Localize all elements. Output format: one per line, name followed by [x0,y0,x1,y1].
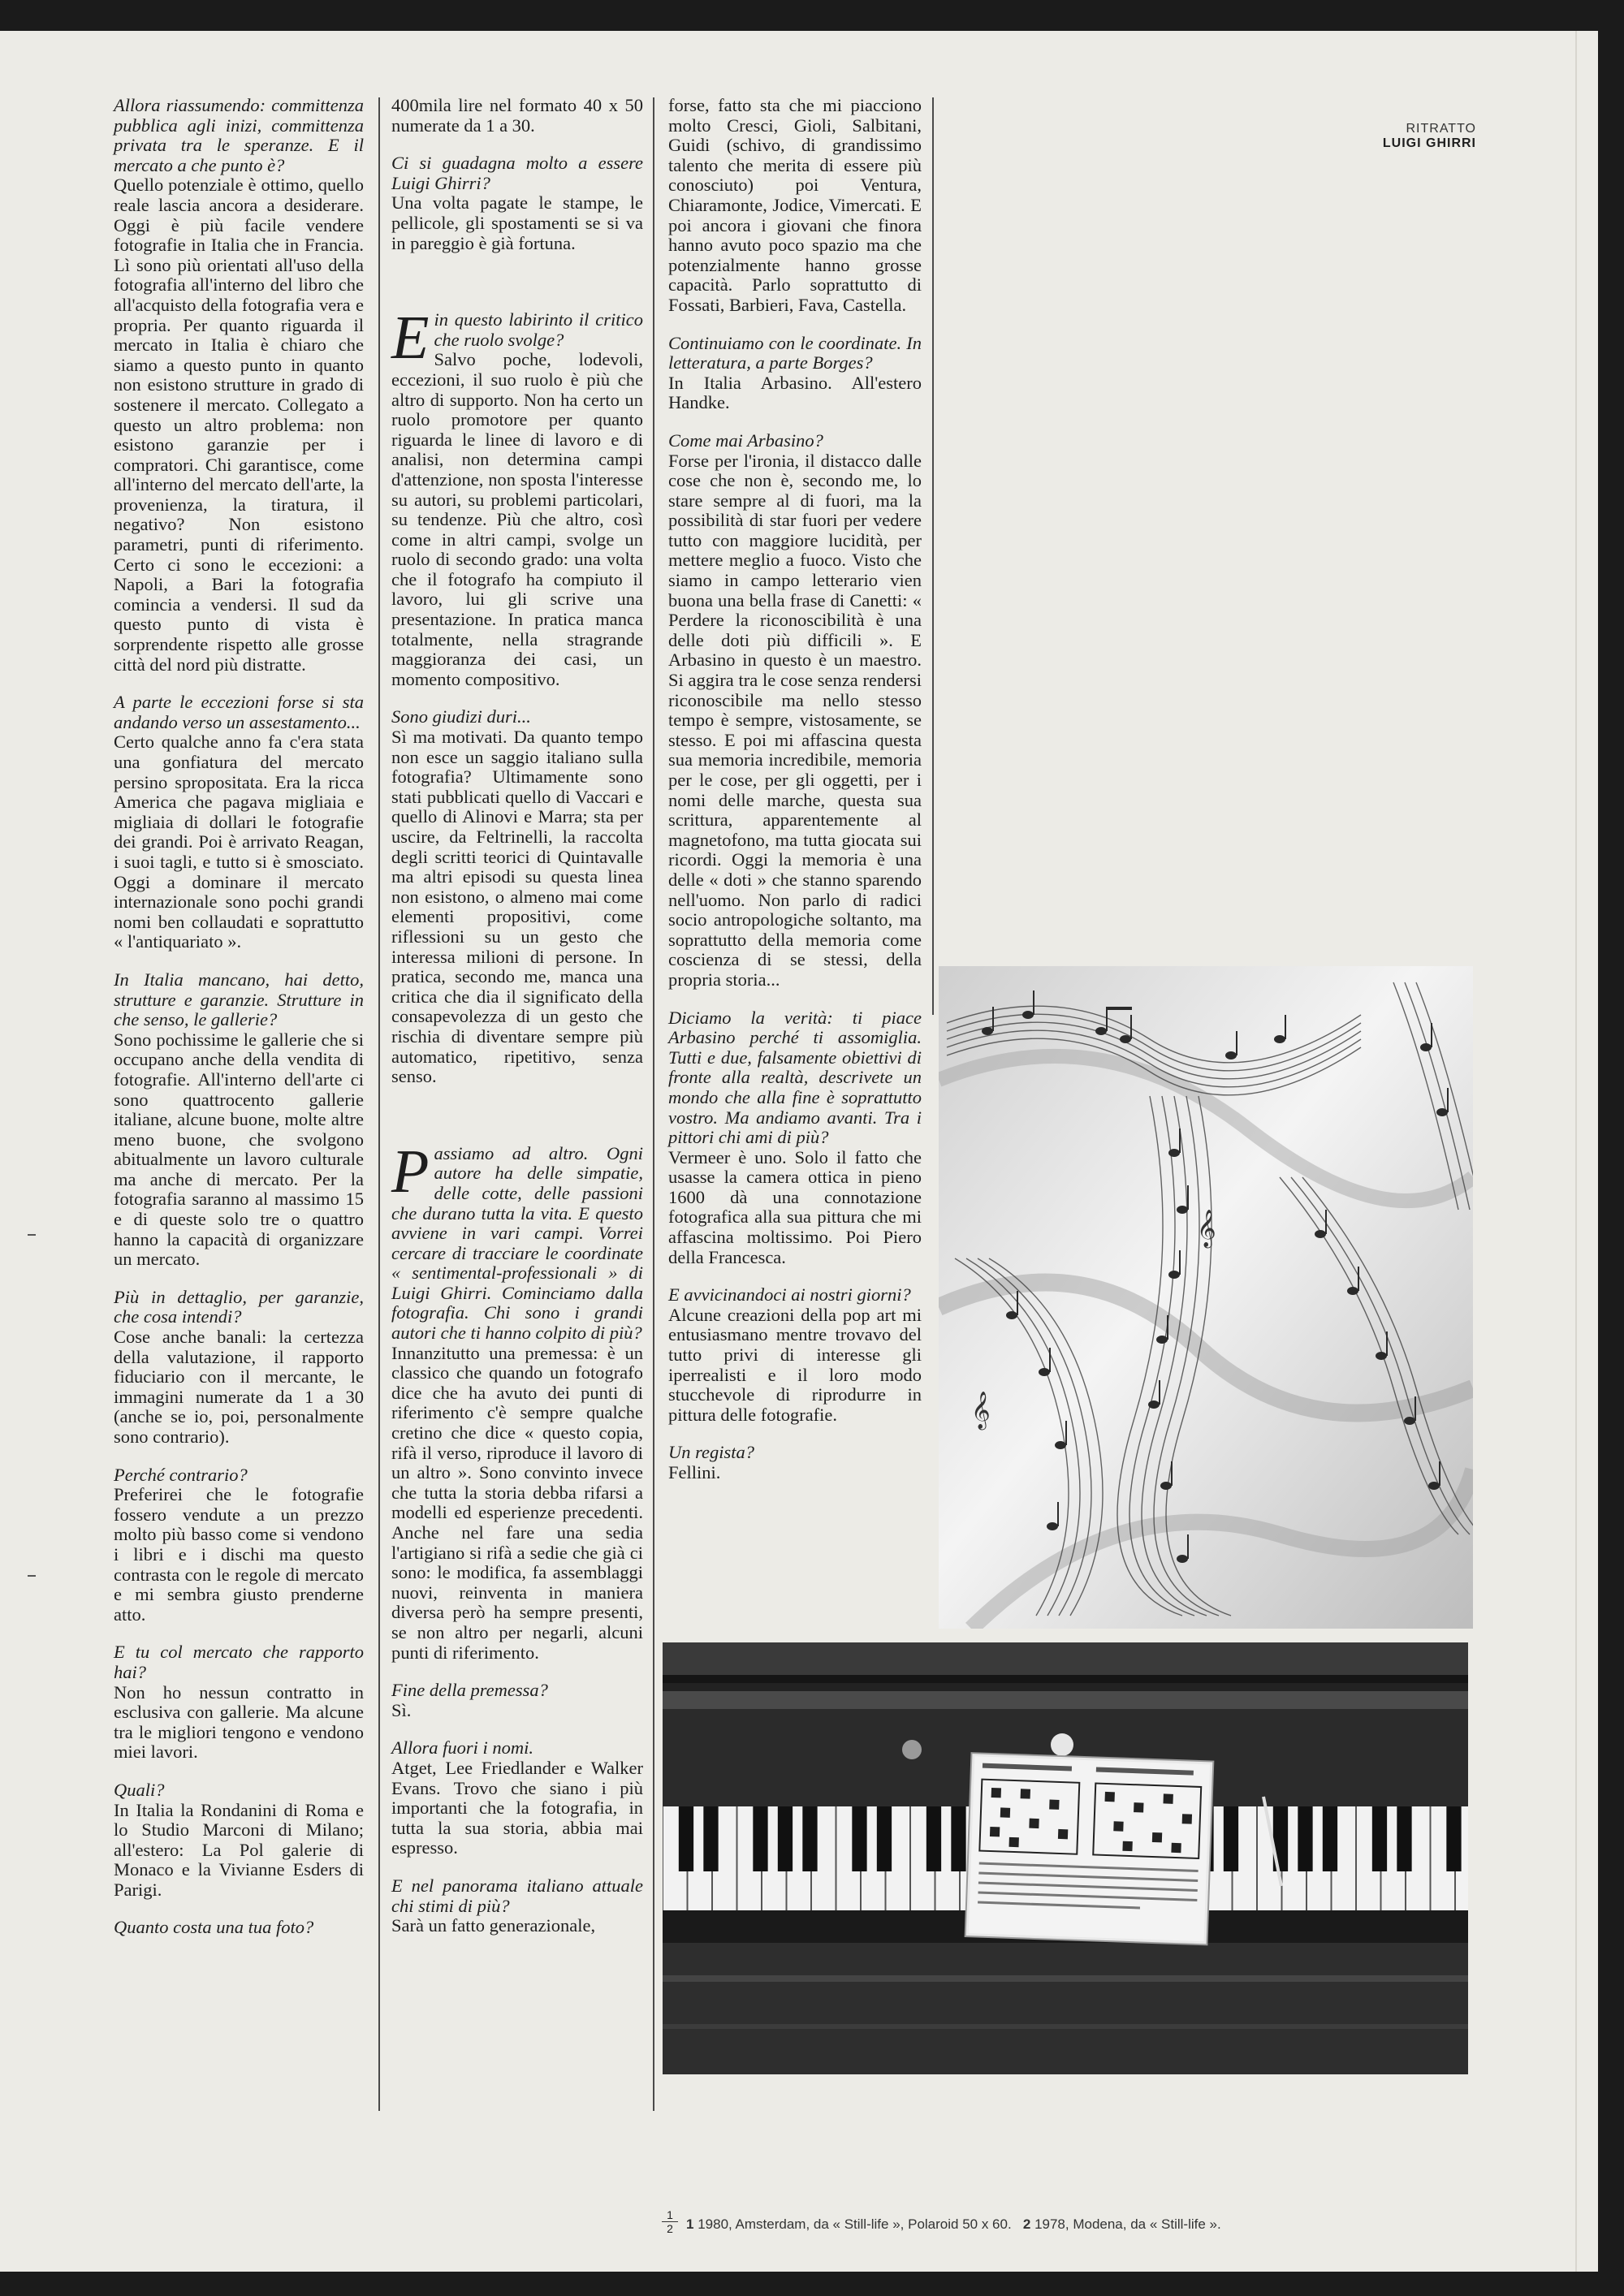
interview-question: Come mai Arbasino? [668,429,823,451]
interview-answer: Fellini. [668,1462,721,1482]
piano-black-key [679,1806,693,1871]
photo-piano-crossword [663,1642,1468,2074]
interview-question: in questo labirinto il critico che ruolo svolge? [434,309,643,350]
column-divider [932,97,934,1015]
photo-caption [686,2216,1221,2233]
interview-question: In Italia mancano, hai detto, strutture e garanzie. Strutture in che senso, le gallerie? [114,969,364,1030]
interview-question: Fine della premessa? [391,1680,548,1701]
sheet-music-image [939,966,1473,1629]
piano-black-key [703,1806,718,1871]
interview-answer: In Italia Arbasino. All'estero Handke. [668,372,922,413]
interview-question: Continuiamo con le coordinate. In letteratura, a parte Borges? [668,332,922,373]
piano-black-key [1298,1806,1312,1871]
interview-question: E avvicinandoci ai nostri giorni? [668,1284,911,1306]
section-opener [391,1137,643,1663]
interview-question: Diciamo la verità: ti piace Arbasino perché ti assomiglia. Tutti e due, falsamente obiettivi di fronte alla realtà, descrivete un mondo che alla fine è soprattutto vostro. Ma andiamo avanti. Tra i pittori chi ami di più? [668,1007,922,1148]
piano-black-key [1446,1806,1461,1871]
piano-black-key [802,1806,817,1871]
text-column-1 [114,96,364,1938]
interview-answer: Una volta pagate le stampe, le pellicole, gli spostamenti se si va in pareggio è già fortuna. [391,192,643,253]
drop-cap: P [391,1137,430,1206]
piano-black-key [877,1806,892,1871]
interview-question: A parte le eccezioni forse si sta andando verso un assestamento... [114,692,364,732]
interview-answer: Sono pochissime le gallerie che si occupano anche della vendita di fotografie. All'interno dell'arte ci sono quattrocento gallerie italiane, alcune buone, molte altre meno buone, che svolgono abitualmente un lavoro culturale ma anche di mercato. Per la fotografia saranno al massimo 15 e di queste solo tre o quattro hanno la capacità di organizzare un mercato. [114,1029,364,1270]
interview-answer: 400mila lire nel formato 40 x 50 numerate da 1 a 30. [391,95,643,136]
interview-answer: Quello potenziale è ottimo, quello reale lascia ancora a desiderare. Oggi è più facile vendere fotografie in Italia che in Francia. Lì sono più orientati all'uso della fotografia all'interno del libro che all'acquisto della fotografia vera e propria. Per quanto riguarda il mercato in Italia è chiaro che siamo a questo punto in quanto non esistono strutture in grado di sostenere il mercato. Collegato a questo un altro problema: non esistono garanzie per i compratori. Chi garantisce, come all'interno del mercato dell'arte, la provenienza, la tiratura, il negativo? Non esistono parametri, punti di riferimento. Certo ci sono le eccezioni: a Napoli, a Bari la fotografia comincia a vendersi. Il sud da questo punto di vista è sorprendente rispetto alle grosse città del nord più distratte. [114,175,364,675]
interview-question: Quali? [114,1779,165,1800]
piano-black-key [926,1806,941,1871]
section-kicker: RITRATTO [1406,122,1476,136]
piano-black-key [1224,1806,1238,1871]
drop-cap: E [391,304,430,373]
interview-answer: Salvo poche, lodevoli, eccezioni, il suo ruolo è più che altro di supporto. Non ha certo un ruolo promotore per quanto riguarda le linee di lavoro e di analisi, non determina campi d'attenzione, non sposta l'interesse su autori, su problemi particolari, su tendenze. Più che altro, così come in altri campi, svolge un ruolo di secondo grado: una volta che il fotografo ha compiuto il lavoro, lui gli scrive una presentazione. In pratica manca totalmente, nella stragrande maggioranza dei casi, un momento compositivo. [391,349,643,689]
interview-answer: Sì ma motivati. Da quanto tempo non esce un saggio italiano sulla fotografia? Ultimamente sono stati pubblicati quello di Vaccari e quello di Alinovi e Marra; sta per uscire, da Feltrinelli, la raccolta degli scritti teorici di Quintavalle ma altri episodi su questa linea non esistono, o almeno mai come elementi propositivi, come riflessioni su un gesto che interessa milioni di persone. In pratica, secondo me, manca una critica che dia il significato della consapevolezza di un gesto che rischia di diventare sempre più automatico, ripetitivo, senza senso. [391,727,643,1087]
caption-index-bottom: 2 [662,2221,678,2235]
interview-question: Un regista? [668,1442,755,1463]
section-title: LUIGI GHIRRI [1382,136,1476,150]
interview-question: Sono giudizi duri... [391,706,531,727]
interview-answer: In Italia la Rondanini di Roma e lo Studio Marconi di Milano; all'estero: La Pol galerie di Monaco e la Vivianne Esders di Parigi. [114,1799,364,1900]
interview-answer: forse, fatto sta che mi piacciono molto Cresci, Gioli, Salbitani, Guidi (schivo, di grandissimo talento che merita di essere più conosciuto) poi Ventura, Chiaramonte, Jodice, Vimercati. E poi ancora i giovani che finora hanno avuto poco spazio ma che potenzialmente hanno grosse capacità. Parlo soprattutto di Fossati, Barbieri, Fava, Castella. [668,95,922,315]
text-column-3 [668,96,922,1483]
interview-question: E nel panorama italiano attuale chi stimi di più? [391,1875,643,1916]
piano-black-key [1397,1806,1411,1871]
interview-answer: Atget, Lee Friedlander e Walker Evans. Trovo che siano i più importanti che la fotografia, in tutta la sua storia, abbia mai espresso. [391,1757,643,1858]
interview-answer: Innanzitutto una premessa: è un classico che quando un fotografo dice che ha avuto dei punti di riferimento c'è sempre qualche cretino che dice « questo copia, rifà il verso, riproduce il lavoro di un altro ». Sono convinto invece che tutta la storia debba rifarsi a modelli ed esperienze precedenti. Anche nel fare una sedia l'artigiano si rifà a sedie che già ci sono: le modifica, fa assemblaggi nuovi, reinventa in maniera diversa però ha sempre presenti, se non altro per negarli, alcuni punti di riferimento. [391,1342,643,1663]
caption-text-2: 1978, Modena, da « Still-life ». [1034,2216,1221,2232]
interview-answer: Cose anche banali: la certezza della valutazione, il rapporto fiduciario con il mercante, le immagini numerate da 1 a 30 (anche se io, poi, personalmente sono contrario). [114,1327,364,1447]
interview-question: Allora fuori i nomi. [391,1737,534,1759]
piano-black-key [1372,1806,1387,1871]
section-header [1383,122,1476,151]
text-column-2 [391,96,643,1936]
interview-question: Ci si guadagna molto a essere Luigi Ghirri? [391,153,643,193]
page-fold [1575,31,1577,2272]
interview-answer: Certo qualche anno fa c'era stata una gonfiatura del mercato persino spropositata. Era la ricca America che pagava migliaia e migliaia di dollari le fotografie dei grandi. Poi è arrivato Reagan, i suoi tagli, e tutto si è smosciato. Oggi a dominare il mercato internazionale sono pochi grandi nomi ben collaudati e soprattutto « l'antiquariato ». [114,732,364,952]
photo-sheet-music [939,966,1473,1629]
piano-image [663,1642,1468,2074]
svg-text:𝄞: 𝄞 [1197,1210,1216,1247]
margin-mark [28,1234,36,1236]
piano-black-key [753,1806,767,1871]
interview-question: Perché contrario? [114,1464,248,1485]
caption-figure-index [662,2208,678,2235]
piano-black-key [778,1806,793,1871]
margin-mark [28,1575,36,1577]
piano-black-key [951,1806,965,1871]
interview-question: Quanto costa una tua foto? [114,1917,314,1938]
caption-text-1: 1980, Amsterdam, da « Still-life », Polaroid 50 x 60. [698,2216,1012,2232]
interview-answer: Sì. [391,1699,412,1720]
section-opener [391,304,643,689]
piano-black-key [1323,1806,1337,1871]
magazine-page [0,31,1598,2272]
caption-number-2: 2 [1022,2216,1031,2232]
interview-answer: Forse per l'ironia, il distacco dalle cose che non è, secondo me, lo stare sempre al di fuori, ma la possibilità di star fuori per vedere tutto con maggiore lucidità, per mettere meglio a fuoco. Visto che siamo in campo letterario vien buona una bella frase di Canetti: « Perdere la riconoscibilità è una delle doti più difficili ». E Arbasino in questo è un maestro. Si aggira tra le cose senza rendersi riconoscibile ma nello stesso tempo è sempre, vistosamente, se stesso. E poi mi affascina questa sua memoria incredibile, memoria per le cose, per gli oggetti, per i nomi delle marche, questa sua scrittura, apparentemente al magnetofono, ma tutta giocata sui ricordi. Oggi la memoria è una delle « doti » che stanno sparendo nell'uomo. Non parlo di radici socio antropologiche soltanto, ma soprattutto della memoria come coscienza di se stessi, della propria storia... [668,450,922,990]
column-divider [653,97,654,2111]
interview-answer: Vermeer è uno. Solo il fatto che usasse la camera ottica in pieno 1600 dà una connotazione fotografica alla sua pittura che mi affascina moltissimo. Poi Piero della Francesca. [668,1146,922,1267]
piano-black-key [852,1806,866,1871]
interview-answer: Alcune creazioni della pop art mi entusiasmano mentre trovavo del tutto privi di interesse gli iperrealisti e il loro modo stucchevole di riprodurre in pittura delle fotografie. [668,1304,922,1425]
interview-question: E tu col mercato che rapporto hai? [114,1642,364,1682]
interview-answer: Preferirei che le fotografie fossero vendute a un prezzo molto più basso come si vendono i libri e i dischi ma questo contrasta con le regole di mercato e mi sembra giusto prenderne atto. [114,1484,364,1625]
caption-index-top: 1 [667,2208,673,2221]
caption-number-1: 1 [686,2216,694,2232]
svg-text:𝄞: 𝄞 [971,1392,991,1429]
interview-question: Più in dettaglio, per garanzie, che cosa intendi? [114,1286,364,1327]
interview-question: Allora riassumendo: committenza pubblica agli inizi, committenza privata tra le speranze. E il mercato a che punto è? [114,95,364,175]
interview-question: assiamo ad altro. Ogni autore ha delle simpatie, delle cotte, delle passioni che durano tutta la vita. E questo avviene in vari campi. Vorrei cercare di tracciare le coordinate « sentimental-professionali » di Luigi Ghirri. Cominciamo dalla fotografia. Chi sono i grandi autori che ti hanno colpito di più? [391,1142,643,1344]
interview-answer: Non ho nessun contratto in esclusiva con gallerie. Ma alcune tra le migliori tengono e vendono miei lavori. [114,1681,364,1763]
column-divider [378,97,380,2111]
interview-answer: Sarà un fatto generazionale, [391,1915,596,1936]
